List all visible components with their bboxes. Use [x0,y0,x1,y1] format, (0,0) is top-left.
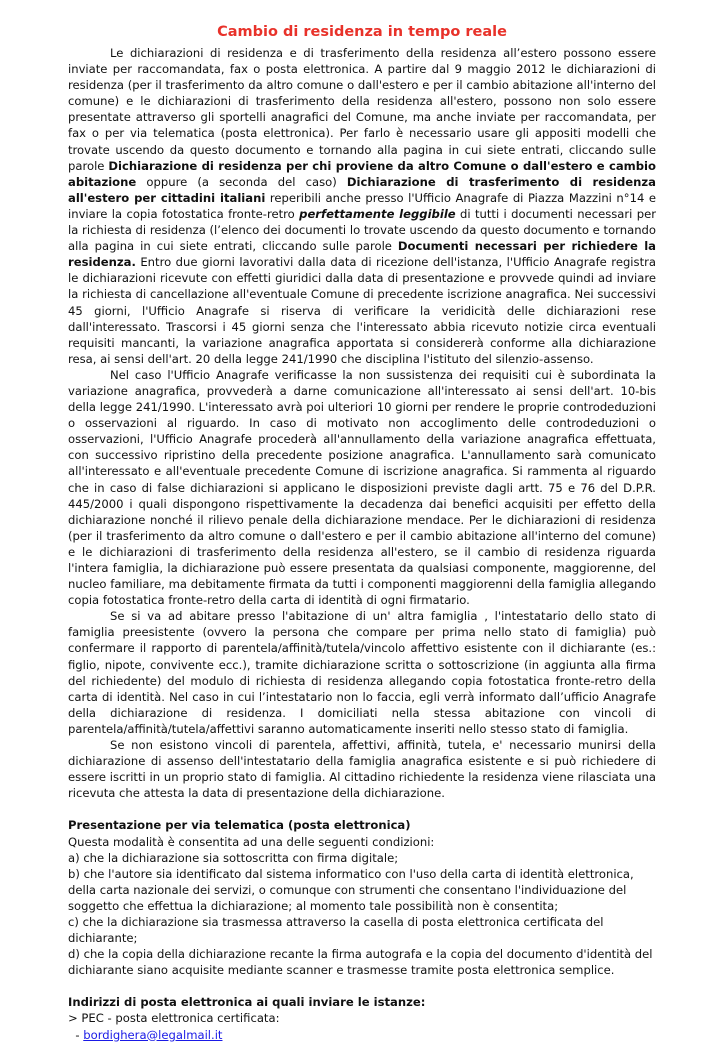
email-link[interactable]: bordighera@legalmail.it [83,1027,223,1042]
text-run: di tutti i documenti necessari per la richiesta di residenza (l’elenco dei documenti lo trovate uscendo da questo documento e tornando alla pagina in cui siete entrati, cliccando sulle parole [68,206,656,254]
text-run: Entro due giorni lavorativi dalla data di ricezione dell'istanza, l'Ufficio Anagrafe registra le dichiarazioni ricevute con effetti giuridici dalla data di presentazione e provvede quindi ad inviare la richiesta di cancellazione all'eventuale Comune di precedente iscrizione anagrafica. Nei successivi 45 giorni, l'Ufficio Anagrafe si riserva di verificare la veridicità delle dichiarazioni rese dall'interessato. Trascorsi i 45 giorni senza che l'interessato abbia ricevuto notizie circa eventuali requisiti mancanti, la variazione anagrafica apportata si considererà conforme alla dichiarazione resa, ai sensi dell'art. 20 della legge 241/1990 che disciplina l'istituto del silenzio-assenso. [68,255,656,366]
paragraph-intro [68,45,656,367]
text-run: reperibili anche presso l'Ufficio Anagrafe di Piazza Mazzini n°14 e inviare la copia fotostatica fronte-retro [68,190,656,221]
telematica-intro: Questa modalità è consentita ad una delle seguenti condizioni: [68,834,435,849]
bullet-dash: - [68,1027,84,1042]
condition-item-d: d) che la copia della dichiarazione recante la firma autografa e la copia del documento d'identità del dichiarante siano acquisite mediante scanner e trasmesse tramite posta elettronica semplice. [68,947,653,978]
condition-item-b: b) che l'autore sia identificato dal sistema informatico con l'uso della carta di identità elettronica, della carta nazionale dei servizi, o comunque con strumenti che consentano l'individuazione del soggetto che effettua la dichiarazione; al momento tale possibilità non è consentita; [68,866,634,913]
bold-link-text-residenza: Dichiarazione di residenza per chi proviene da altro Comune o dall'estero e cambio abitazione [68,158,656,189]
paragraph-assenso: Se non esistono vincoli di parentela, affettivi, affinità, tutela, e' necessario munirsi della dichiarazione di assenso dell'intestatario della famiglia anagrafica esistente e si può richiedere di essere iscritti in un proprio stato di famiglia. Al cittadino richiedente la residenza viene rilasciata una ricevuta che attesta la data di presentazione della dichiarazione. [68,738,656,801]
emphasis-leggibile: perfettamente leggibile [299,206,456,221]
document-page [68,22,656,1043]
section-heading-indirizzi: Indirizzi di posta elettronica ai quali inviare le istanze: [68,995,426,1010]
condition-item-c: c) che la dichiarazione sia trasmessa attraverso la casella di posta elettronica certificata del dichiarante; [68,914,604,946]
section-heading-telematica: Presentazione per via telematica (posta elettronica) [68,818,411,833]
email-line [68,1027,656,1043]
pec-label: > PEC - posta elettronica certificata: [68,1011,280,1026]
condition-item-a: a) che la dichiarazione sia sottoscritta con firma digitale; [68,850,399,865]
text-run: Le dichiarazioni di residenza e di trasferimento della residenza all’estero possono essere inviate per raccomandata, fax o posta elettronica. A partire dal 9 maggio 2012 le dichiarazioni di residenza (per il trasferimento da altro comune o dall'estero e per il cambio abitazione all'interno del comune) e le dichiarazioni di trasferimento della residenza all'estero, possono non solo essere presentate attraverso gli sportelli anagrafici del Comune, ma anche inviate per raccomandata, per fax o per via telematica (posta elettronica). Per farlo è necessario usare gli appositi modelli che trovate uscendo da questo documento e tornando alla pagina in cui siete entrati, cliccando sulle parole [68,46,656,173]
bold-link-text-documenti: Documenti necessari per richiedere la residenza. [68,239,656,270]
page-title: Cambio di residenza in tempo reale [217,24,507,40]
text-run: oppure (a seconda del caso) [136,174,347,189]
paragraph-altra-famiglia: Se si va ad abitare presso l'abitazione di un' altra famiglia , l'intestatario dello stato di famiglia preesistente (ovvero la persona che compare per prima nello stato di famiglia) può confermare il rapporto di parentela/affinità/tutela/vincolo affettivo esistente con il dichiarante (es.: figlio, nipote, convivente ecc.), tramite dichiarazione scritta o sottoscrizione (in aggiunta alla firma del richiedente) del modulo di richiesta di residenza allegando copia fotostatica fronte-retro della carta di identità. Nel caso in cui l’intestatario non lo faccia, egli verrà informato dall’ufficio Anagrafe della dichiarazione di residenza. I domiciliati nella stessa abitazione con vincoli di parentela/affinità/tutela/affettivi saranno automaticamente inseriti nello stesso stato di famiglia. [68,609,656,736]
paragraph-verifica: Nel caso l'Ufficio Anagrafe verificasse la non sussistenza dei requisiti cui è subordinata la variazione anagrafica, provvederà a darne comunicazione all'interessato ai sensi dell'art. 10-bis della legge 241/1990. L'interessato avrà poi ulteriori 10 giorni per rendere le proprie controdeduzioni o osservazioni al riguardo. In caso di motivato non accoglimento delle controdeduzioni o osservazioni, l'Ufficio Anagrafe procederà all'annullamento della variazione anagrafica effettuata, con successivo ripristino della precedente posizione anagrafica. L'annullamento sarà comunicato all'interessato e all'eventuale precedente Comune di iscrizione anagrafica. Si rammenta al riguardo che in caso di false dichiarazioni si applicano le disposizioni previste dagli artt. 75 e 76 del D.P.R. 445/2000 i quali dispongono rispettivamente la decadenza dai benefici acquisiti per effetto della dichiarazione nonché il rilievo penale della dichiarazione mendace. Per le dichiarazioni di residenza (per il trasferimento da altro comune o dall'estero e per il cambio abitazione all'interno del comune) e le dichiarazioni di trasferimento della residenza all'estero, se il cambio di residenza riguarda l'intera famiglia, la dichiarazione può essere presentata da qualsiasi componente, maggiorenne, del nucleo familiare, ma debitamente firmata da tutti i componenti maggiorenni della famiglia allegando copia fotostatica fronte-retro della carta di identità di ogni firmatario. [68,367,656,608]
bold-link-text-trasferimento: Dichiarazione di trasferimento di residenza all'estero per cittadini italiani [68,174,656,205]
